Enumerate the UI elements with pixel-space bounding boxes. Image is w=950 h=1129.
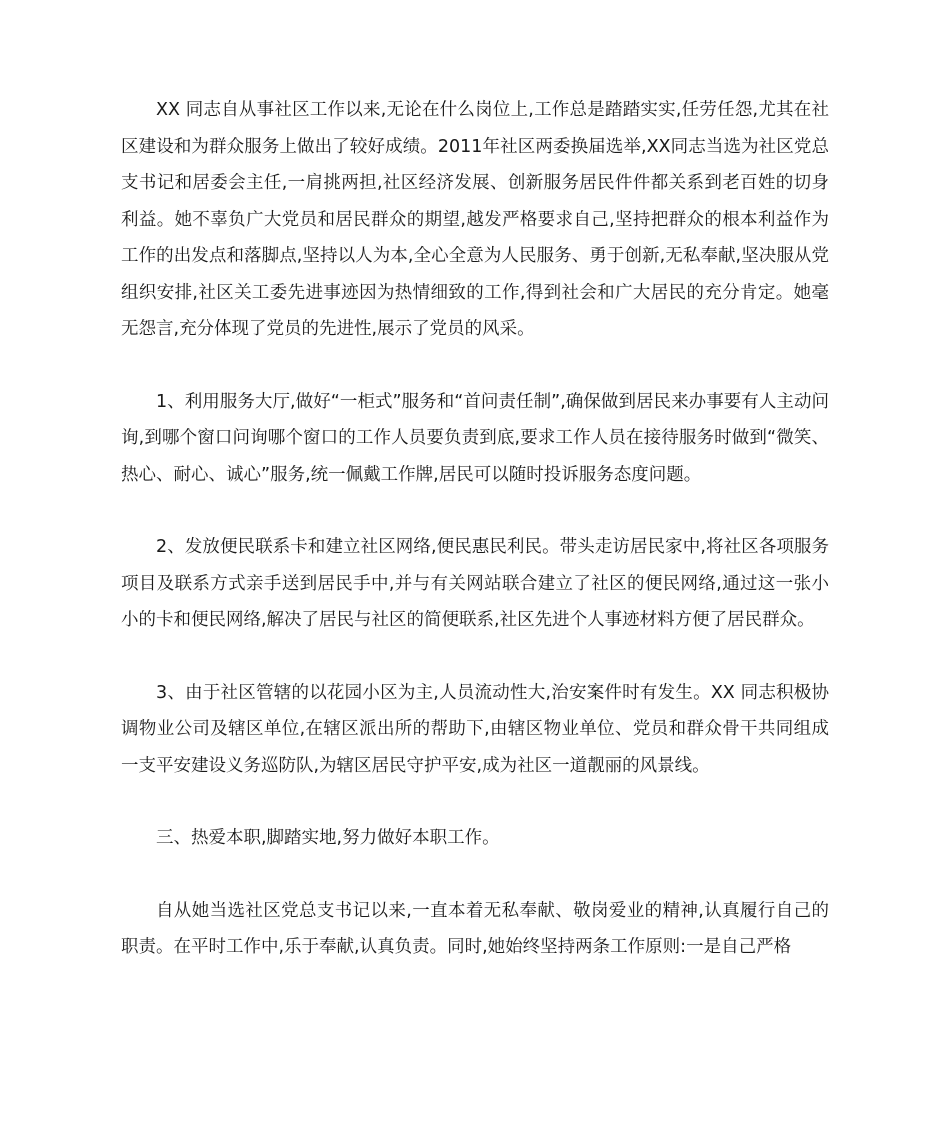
paragraph-section-3-body: 自从她当选社区党总支书记以来,一直本着无私奉献、敬岗爱业的精神,认真履行自己的职责。在平时工作中,乐于奉献,认真负责。同时,她始终坚持两条工作原则:一是自己严格 bbox=[121, 900, 829, 957]
paragraph-item-3: 3、由于社区管辖的以花园小区为主,人员流动性大,治安案件时有发生。XX 同志积极协调物业公司及辖区单位,在辖区派出所的帮助下,由辖区物业单位、党员和群众骨干共同组成一支平安建设义务巡防队,为辖区居民守护平安,成为社区一道靓丽的风景线。 bbox=[121, 682, 829, 776]
paragraph-item-1: 1、利用服务大厅,做好“一柜式”服务和“首问责任制”,确保做到居民来办事要有人主动问询,到哪个窗口问询哪个窗口的工作人员要负责到底,要求工作人员在接待服务时做到“微笑、热心、耐心、诚心”服务,统一佩戴工作牌,居民可以随时投诉服务态度问题。 bbox=[121, 391, 829, 485]
document-body bbox=[121, 92, 829, 966]
section-heading-3: 三、热爱本职,脚踏实地,努力做好本职工作。 bbox=[156, 828, 500, 848]
paragraph-item-2: 2、发放便民联系卡和建立社区网络,便民惠民利民。带头走访居民家中,将社区各项服务项目及联系方式亲手送到居民手中,并与有关网站联合建立了社区的便民网络,通过这一张小小的卡和便民网络,解决了居民与社区的简便联系,社区先进个人事迹材料方便了居民群众。 bbox=[121, 537, 829, 630]
paragraph-intro: XX 同志自从事社区工作以来,无论在什么岗位上,工作总是踏踏实实,任劳任怨,尤其在社区建设和为群众服务上做出了较好成绩。2011年社区两委换届选举,XX同志当选为社区党总支书记和居委会主任,一肩挑两担,社区经济发展、创新服务居民件件都关系到老百姓的切身利益。她不辜负广大党员和居民群众的期望,越发严格要求自己,坚持把群众的根本利益作为工作的出发点和落脚点,坚持以人为本,全心全意为人民服务、勇于创新,无私奉献,坚决服从党组织安排,社区关工委先进事迹因为热情细致的工作,得到社会和广大居民的充分肯定。她毫无怨言,充分体现了党员的先进性,展示了党员的风采。 bbox=[121, 100, 829, 339]
